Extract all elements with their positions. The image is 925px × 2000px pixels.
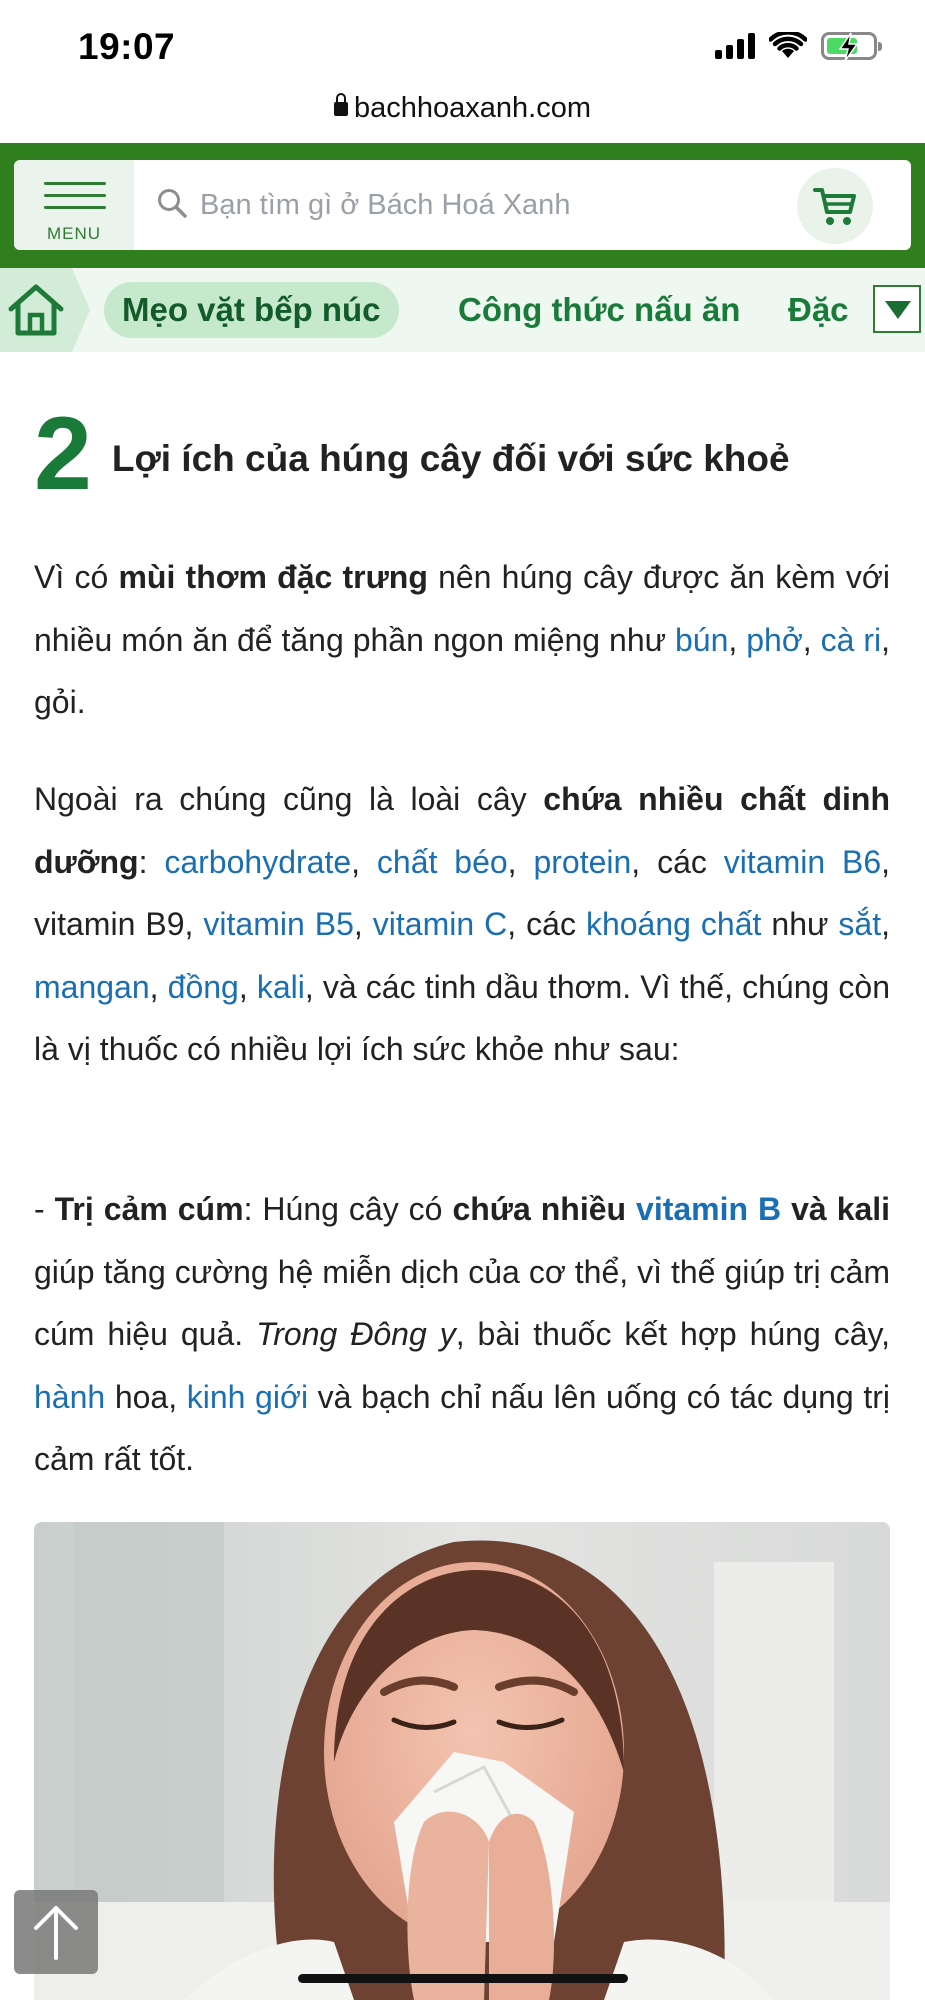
article-photo — [34, 1522, 890, 2000]
battery-icon — [821, 32, 877, 60]
link-chat-beo[interactable]: chất béo — [376, 843, 508, 880]
menu-label: MENU — [46, 224, 102, 243]
browser-url-bar[interactable] — [0, 92, 925, 125]
woman-sneezing-illustration — [34, 1522, 890, 2000]
home-icon — [6, 282, 66, 338]
bold-text: Trị cảm cúm — [54, 1191, 244, 1227]
link-sat[interactable]: sắt — [838, 906, 882, 942]
wifi-icon — [769, 32, 807, 60]
category-tab-cong-thuc[interactable]: Công thức nấu ăn — [458, 291, 741, 328]
cart-button[interactable] — [797, 168, 873, 244]
bold-text: chứa nhiều chất dinh dưỡng — [34, 781, 891, 880]
link-carbohydrate[interactable]: carbohydrate — [164, 843, 352, 880]
link-mangan[interactable]: mangan — [34, 968, 150, 1005]
lock-icon — [334, 102, 348, 116]
category-nav — [0, 268, 925, 352]
link-vitamin-c[interactable]: vitamin C — [372, 906, 508, 942]
status-bar — [0, 0, 925, 124]
link-bun[interactable]: bún — [675, 621, 729, 658]
url-text: bachhoaxanh.com — [354, 92, 591, 124]
home-indicator[interactable] — [298, 1974, 628, 1983]
search-icon — [156, 187, 188, 219]
category-dropdown-button[interactable] — [873, 285, 921, 333]
cellular-signal-icon — [715, 33, 755, 59]
home-button[interactable] — [0, 268, 90, 352]
scroll-to-top-button[interactable] — [14, 1890, 98, 1974]
bold-text: và kali — [781, 1191, 891, 1227]
italic-text: Trong Đông y — [256, 1316, 456, 1352]
link-hanh[interactable]: hành — [34, 1378, 106, 1415]
link-vitamin-b[interactable]: vitamin B — [636, 1191, 782, 1227]
link-dong[interactable]: đồng — [167, 968, 239, 1005]
link-pho[interactable]: phở — [746, 621, 803, 658]
paragraph-cold-remedy: - Trị cảm cúm: Húng cây có chứa nhiều vitamin B và kali giúp tăng cường hệ miễn dịch của cơ thể, vì thế giúp trị cảm cúm hiệu quả. Trong Đông y, bài thuốc kết hợp húng cây, hành hoa, kinh giới và bạch chỉ nấu lên uống có tác dụng trị cảm rất tốt. — [34, 1191, 891, 1477]
section-heading — [34, 396, 790, 512]
status-time: 19:07 — [78, 26, 176, 67]
article-content — [0, 352, 925, 2000]
status-icons — [715, 32, 877, 60]
arrow-up-icon — [14, 1890, 98, 1974]
link-ca-ri[interactable]: cà ri — [820, 621, 882, 658]
link-vitamin-b6[interactable]: vitamin B6 — [723, 843, 882, 880]
link-kali[interactable]: kali — [256, 968, 305, 1005]
section-number: 2 — [34, 396, 92, 512]
category-tab-meo-vat[interactable]: Mẹo vặt bếp núc — [104, 282, 399, 338]
site-header — [0, 143, 925, 268]
link-khoang-chat[interactable]: khoáng chất — [585, 906, 762, 942]
paragraph-nutrients: Ngoài ra chúng cũng là loài cây chứa nhiều chất dinh dưỡng: carbohydrate, chất béo, protein, các vitamin B6, vitamin B9, vitamin B5, vitamin C, các khoáng chất như sắt, mangan, đồng, kali, và các tinh dầu thơm. Vì thế, chúng còn là vị thuốc có nhiều lợi ích sức khỏe như sau: — [34, 781, 891, 1067]
menu-button[interactable] — [14, 160, 134, 250]
section-title: Lợi ích của húng cây đối với sức khoẻ — [111, 438, 790, 479]
search-input[interactable] — [200, 174, 780, 236]
bold-text: mùi thơm đặc trưng — [118, 559, 428, 595]
link-kinh-gioi[interactable]: kinh giới — [186, 1378, 309, 1415]
cart-icon — [813, 186, 857, 228]
link-protein[interactable]: protein — [533, 843, 632, 880]
header-bar — [14, 160, 911, 250]
category-tab-dac-san[interactable]: Đặc — [788, 291, 849, 328]
hamburger-icon — [44, 182, 106, 218]
link-vitamin-b5[interactable]: vitamin B5 — [203, 906, 354, 942]
bold-text: chứa nhiều — [452, 1191, 637, 1227]
paragraph-intro: Vì có mùi thơm đặc trưng nên húng cây được ăn kèm với nhiều món ăn để tăng phần ngon miệng như bún, phở, cà ri, gỏi. — [34, 559, 891, 720]
